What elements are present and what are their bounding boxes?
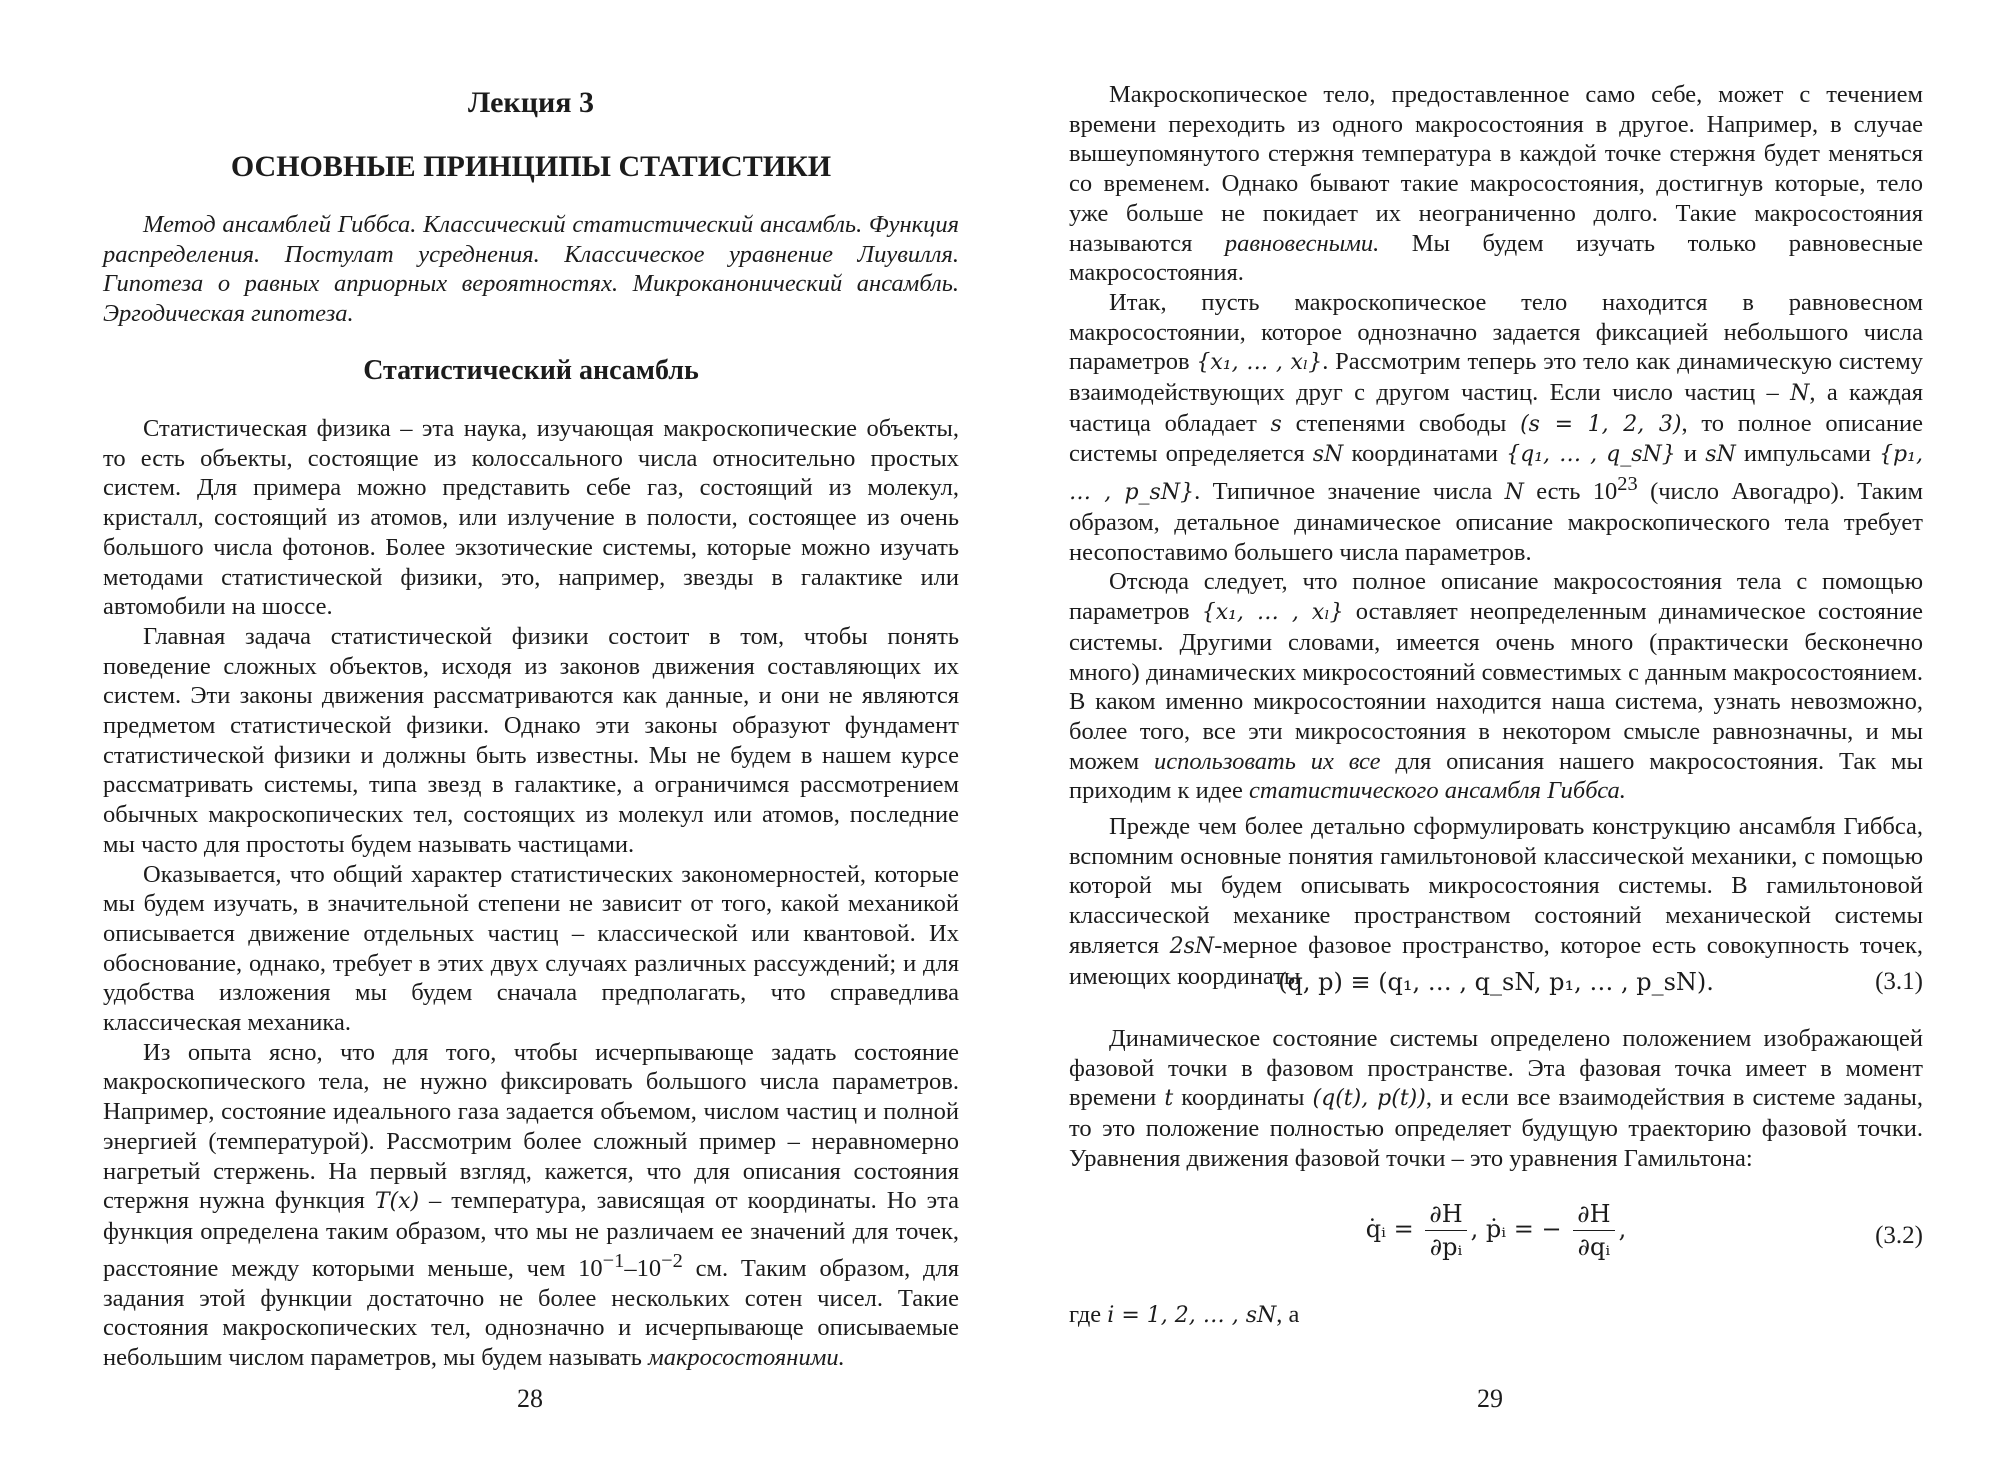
fraction: $\frac{\partial H}{\text{∂pᵢ}}$ bbox=[1425, 1200, 1466, 1261]
section-title: Статистический ансамбль bbox=[363, 355, 699, 386]
equation-body: q̇ᵢ = $\frac{\partial H}{\text{∂pᵢ}}$ , ṗᵢ = − $\frac{\partial H}{\text{∂qᵢ}}$ , bbox=[1365, 1200, 1627, 1261]
term-italic: равновесными. bbox=[1224, 229, 1380, 257]
paragraph: Отсюда следует, что полное описание макросостояния тела с помощью параметров {x₁, … , xₗ} оставляет неопределенным динамическое состояние системы. Другими словами, имеется очень много (практически бесконечно много) динамических микросостояний совместимых с данным макросостоянием. В каком именно микросостоянии находится наша система, узнать невозможно, более того, все эти микросостояния в некотором смысле равнозначны, и мы можем использовать их все для описания нашего макросостояния. Так мы приходим к идее статистического ансамбля Гиббса. bbox=[1069, 568, 1924, 805]
main-title: ОСНОВНЫЕ ПРИНЦИПЫ СТАТИСТИКИ bbox=[230, 150, 832, 183]
right-body-bottom bbox=[1069, 1300, 1923, 1331]
right-page bbox=[1000, 0, 2000, 1480]
paragraph: Итак, пусть макроскопическое тело находится в равновесном макросостоянии, которое однозначно задается фиксацией небольшого числа параметров {x₁, … , xₗ}. Рассмотрим теперь это тело как динамическую систему взаимодействующих друг с другом частиц. Если число частиц – N, а каждая частица обладает s степенями свободы (s = 1, 2, 3), то полное описание системы определяется sN координатами {q₁, … , q_sN} и sN импульсами {p₁, … , p_sN}. Типичное значение числа N есть $10^{23}$ (число Авогадро). Таким образом, детальное динамическое описание макроскопического тела требует несопоставимо большего числа параметров. bbox=[1069, 288, 1924, 566]
page-number: 28 bbox=[517, 1384, 543, 1413]
paragraph: Статистическая физика – эта наука, изучающая макроскопические объекты, то есть объекты, состоящие из колоссального числа относительно простых систем. Для примера можно представить себе газ, состоящий из молекул, кристалл, состоящий из атомов, или излучение в полости, состоящее из очень большого числа фотонов. Более экзотические системы, которые можно изучать методами статистической физики, это, например, звезды в галактике или автомобили на шоссе. bbox=[103, 415, 959, 621]
term-italic: использовать их все bbox=[1153, 747, 1381, 775]
equation-3-2 bbox=[1069, 1200, 1923, 1280]
equation-number: (3.2) bbox=[1875, 1222, 1923, 1249]
equation-3-1 bbox=[1069, 960, 1923, 1020]
paragraph: Главная задача статистической физики состоит в том, чтобы понять поведение сложных объектов, исходя из законов движения составляющих их систем. Эти законы движения рассматриваются как данные, и они не являются предметом статистической физики. Однако эти законы образуют фундамент статистической физики и должны быть известны. Мы не будем в нашем курсе рассматривать системы, типа звезд в галактике, а ограничимся рассмотрением обычных макроскопических тел, состоящих из молекул или атомов, последние мы часто для простоты будем называть частицами. bbox=[103, 622, 959, 858]
paragraph: где i = 1, 2, … , sN, а bbox=[1069, 1301, 1300, 1328]
left-body bbox=[103, 414, 959, 1373]
right-body-mid bbox=[1069, 1024, 1923, 1174]
paragraph: Оказывается, что общий характер статистических закономерностей, которые мы будем изучать, в значительной степени не зависит от того, какой механикой описывается движение отдельных частиц – классической или квантовой. Их обоснование, однако, требует в этих двух случаях различных рассуждений; и для удобства изложения мы будем сначала предполагать, что справедлива классическая механика. bbox=[103, 860, 959, 1037]
paragraph: Макроскопическое тело, предоставленное само себе, может с течением времени переходить из одного макросостояния в другое. Например, в случае вышеупомянутого стержня температура в каждой точке стержня будет меняться со временем. Однако бывают такие макросостояния, достигнув которые, тело уже больше не покидает их неограниченно долго. Такие макросостояния называются равновесными. Мы будем изучать только равновесные макросостояния. bbox=[1069, 81, 1923, 287]
equation-body: (q, p) ≡ (q₁, … , q_sN, p₁, … , p_sN). bbox=[1278, 968, 1714, 996]
paragraph: Прежде чем более детально сформулировать конструкцию ансамбля Гиббса, вспомним основные понятия гамильтоновой классической механики, с помощью которой мы будем описывать микросостояния системы. В гамильтоновой классической механике пространством состояний механической системы является 2sN-мерное фазовое пространство, которое есть совокупность точек, имеющих координаты bbox=[1069, 813, 1923, 990]
right-body-top bbox=[1069, 80, 1923, 991]
term-italic: макросостояними. bbox=[648, 1343, 845, 1371]
page-number: 29 bbox=[1477, 1384, 1503, 1413]
fraction: $\frac{\partial H}{\text{∂qᵢ}}$ bbox=[1573, 1200, 1614, 1261]
term-italic: статистического ансамбля Гиббса. bbox=[1249, 777, 1626, 805]
lecture-topics: Метод ансамблей Гиббса. Классический статистический ансамбль. Функция распределения. Постулат усреднения. Классическое уравнение Лиувилля. Гипотеза о равных априорных вероятностях. Микроканонический ансамбль. Эргодическая гипотеза. bbox=[103, 211, 959, 328]
math-inline: T(x) bbox=[374, 1189, 420, 1215]
lecture-label: Лекция 3 bbox=[467, 86, 595, 119]
paragraph: Динамическое состояние системы определено положением изображающей фазовой точки в фазовом пространстве. Эта фазовая точка имеет в момент времени t координаты (q(t), p(t)), и если все взаимодействия в системе заданы, то это положение полностью определяет будущую траекторию фазовой точки. Уравнения движения фазовой точки – это уравнения Гамильтона: bbox=[1069, 1025, 1923, 1172]
paragraph: Из опыта ясно, что для того, чтобы исчерпывающе задать состояние макроскопического тела, не нужно фиксировать большого числа параметров. Например, состояние идеального газа задается объемом, числом частиц и полной энергией (температурой). Рассмотрим более сложный пример – неравномерно нагретый стержень. На первый взгляд, кажется, что для описания состояния стержня нужна функция T(x) – температура, зависящая от координаты. Но эта функция определена таким образом, что мы не различаем ее значений для точек, расстояние между которыми меньше, чем $10^{-1}-10^{-2}$ см. Таким образом, для задания этой функции достаточно не более нескольких сотен чисел. Такие состояния макроскопических тел, однозначно и исчерпывающе описываемые небольшим числом параметров, мы будем называть макросостояними. bbox=[103, 1038, 960, 1371]
equation-number: (3.1) bbox=[1875, 968, 1923, 995]
